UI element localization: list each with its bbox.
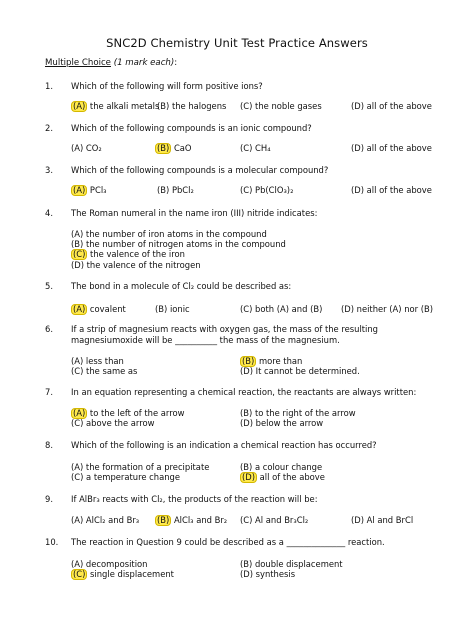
option-d xyxy=(240,569,295,579)
option-letter: (C) xyxy=(71,366,84,376)
option-c xyxy=(240,143,271,153)
answer-highlight: (C) xyxy=(73,249,86,259)
option-d xyxy=(240,366,360,376)
option-text: both (A) and (B) xyxy=(252,304,323,314)
option-c xyxy=(240,101,322,111)
answer-highlight: (B) xyxy=(242,356,255,366)
option-d xyxy=(71,260,201,270)
option-text: neither (A) nor (B) xyxy=(353,304,434,314)
answer-highlight: (B) xyxy=(157,515,170,525)
option-b xyxy=(240,408,356,418)
option-text: PbCl₂ xyxy=(169,185,194,195)
option-text: to the right of the arrow xyxy=(252,408,356,418)
option-letter: (D) xyxy=(341,304,354,314)
option-letter: (C) xyxy=(240,515,253,525)
option-d xyxy=(351,143,432,153)
question-text: The bond in a molecule of Cl₂ could be described as: xyxy=(71,281,292,291)
option-text: the noble gases xyxy=(252,101,322,111)
option-letter: (D) xyxy=(351,101,364,111)
option-a xyxy=(71,515,139,525)
option-letter: (A) xyxy=(71,229,84,239)
option-letter: (A) xyxy=(71,143,84,153)
option-a xyxy=(71,559,147,569)
question-text: In an equation representing a chemical reaction, the reactants are always written: xyxy=(71,387,417,397)
question-number: 10. xyxy=(45,537,59,547)
option-c xyxy=(71,418,154,428)
option-letter: (B) xyxy=(240,408,253,418)
option-a xyxy=(71,304,126,315)
option-text: to the left of the arrow xyxy=(87,408,185,418)
answer-highlight: (D) xyxy=(242,472,255,482)
option-d xyxy=(351,185,432,195)
option-letter: (D) xyxy=(351,185,364,195)
option-text: all of the above xyxy=(363,101,432,111)
option-b xyxy=(155,304,190,314)
option-text: above the arrow xyxy=(83,418,155,428)
option-c xyxy=(71,569,174,580)
answer-highlight: (C) xyxy=(73,569,86,579)
option-letter: (D) xyxy=(71,260,84,270)
option-letter: (C) xyxy=(71,472,84,482)
option-text: the valence of the iron xyxy=(87,249,185,259)
option-text: CaO xyxy=(171,143,192,153)
answer-highlight: (A) xyxy=(73,185,86,195)
section-colon: : xyxy=(174,58,178,68)
option-d xyxy=(240,418,323,428)
option-text: all of the above xyxy=(363,143,432,153)
question-number: 4. xyxy=(45,208,53,218)
question-number: 3. xyxy=(45,165,53,175)
option-letter: (B) xyxy=(157,101,170,111)
answer-highlight: (A) xyxy=(73,101,86,111)
option-text: AlCl₃ and Br₂ xyxy=(171,515,228,525)
answer-highlight: (A) xyxy=(73,304,86,314)
option-letter: (B) xyxy=(71,239,84,249)
question-text: The Roman numeral in the name iron (III) nitride indicates: xyxy=(71,208,318,218)
option-text: all of the above xyxy=(363,185,432,195)
option-d xyxy=(351,101,432,111)
option-a xyxy=(71,185,107,196)
option-text: more than xyxy=(256,356,303,366)
option-text: covalent xyxy=(87,304,126,314)
option-letter: (D) xyxy=(240,569,253,579)
option-text: PCl₃ xyxy=(87,185,107,195)
option-a xyxy=(71,229,267,239)
option-letter: (A) xyxy=(71,356,84,366)
option-letter: (A) xyxy=(71,515,84,525)
option-letter: (D) xyxy=(351,143,364,153)
option-text: Al and Br₃Cl₂ xyxy=(252,515,309,525)
option-text: less than xyxy=(83,356,124,366)
answer-highlight: (B) xyxy=(157,143,170,153)
option-letter: (C) xyxy=(71,418,84,428)
option-text: the number of nitrogen atoms in the compound xyxy=(83,239,286,249)
option-text: Al and BrCl xyxy=(363,515,414,525)
question-text: If a strip of magnesium reacts with oxygen gas, the mass of the resulting magnesiumoxide will be __________ the mass of the magnesium. xyxy=(71,324,379,345)
option-c xyxy=(71,366,137,376)
option-c xyxy=(71,249,185,260)
option-text: the halogens xyxy=(169,101,227,111)
option-text: It cannot be determined. xyxy=(252,366,360,376)
option-text: decomposition xyxy=(83,559,148,569)
option-letter: (C) xyxy=(240,101,253,111)
option-text: a temperature change xyxy=(83,472,180,482)
option-text: all of the above xyxy=(256,472,325,482)
option-text: the alkali metals xyxy=(87,101,160,111)
option-c xyxy=(240,185,293,195)
section-heading xyxy=(45,58,177,68)
question-text: The reaction in Question 9 could be described as a ______________ reaction. xyxy=(71,537,385,547)
option-a xyxy=(71,462,209,472)
option-d xyxy=(351,515,413,525)
option-text: AlCl₂ and Br₃ xyxy=(83,515,140,525)
question-text: Which of the following is an indication a chemical reaction has occurred? xyxy=(71,440,377,450)
option-c xyxy=(240,515,308,525)
question-number: 5. xyxy=(45,281,53,291)
option-letter: (D) xyxy=(351,515,364,525)
option-letter: (C) xyxy=(240,143,253,153)
section-label: Multiple Choice xyxy=(45,58,111,68)
option-letter: (B) xyxy=(157,185,170,195)
option-c xyxy=(240,304,322,314)
option-text: CO₂ xyxy=(83,143,102,153)
question-text: Which of the following compounds is a molecular compound? xyxy=(71,165,329,175)
option-c xyxy=(71,472,180,482)
option-a xyxy=(71,143,102,153)
option-b xyxy=(157,185,194,195)
question-text: Which of the following will form positive ions? xyxy=(71,81,263,91)
option-b xyxy=(157,101,226,111)
question-text: If AlBr₃ reacts with Cl₂, the products of the reaction will be: xyxy=(71,494,318,504)
option-text: the same as xyxy=(83,366,138,376)
question-number: 7. xyxy=(45,387,53,397)
option-text: synthesis xyxy=(252,569,296,579)
page-title: SNC2D Chemistry Unit Test Practice Answers xyxy=(106,36,368,50)
option-letter: (B) xyxy=(240,462,253,472)
option-text: double displacement xyxy=(252,559,343,569)
option-letter: (B) xyxy=(155,304,168,314)
option-b xyxy=(240,559,343,569)
option-text: a colour change xyxy=(252,462,323,472)
option-text: Pb(ClO₃)₂ xyxy=(252,185,294,195)
option-text: the formation of a precipitate xyxy=(83,462,210,472)
option-b xyxy=(155,515,227,526)
option-letter: (A) xyxy=(71,559,84,569)
question-number: 1. xyxy=(45,81,53,91)
section-note: (1 mark each) xyxy=(113,58,175,68)
option-d xyxy=(240,472,325,483)
question-number: 8. xyxy=(45,440,53,450)
question-number: 9. xyxy=(45,494,53,504)
question-text: Which of the following compounds is an ionic compound? xyxy=(71,123,312,133)
option-text: below the arrow xyxy=(252,418,324,428)
option-letter: (C) xyxy=(240,304,253,314)
option-letter: (D) xyxy=(240,366,253,376)
option-b xyxy=(155,143,192,154)
option-b xyxy=(240,462,322,472)
option-d xyxy=(341,304,433,314)
question-number: 2. xyxy=(45,123,53,133)
option-a xyxy=(71,101,159,112)
question-number: 6. xyxy=(45,324,53,334)
option-letter: (B) xyxy=(240,559,253,569)
option-text: the number of iron atoms in the compound xyxy=(83,229,267,239)
option-b xyxy=(71,239,286,249)
option-letter: (A) xyxy=(71,462,84,472)
option-a xyxy=(71,356,124,366)
option-text: ionic xyxy=(167,304,190,314)
option-letter: (C) xyxy=(240,185,253,195)
option-text: single displacement xyxy=(87,569,174,579)
option-text: the valence of the nitrogen xyxy=(83,260,201,270)
option-text: CH₄ xyxy=(252,143,271,153)
answer-highlight: (A) xyxy=(73,408,86,418)
option-letter: (D) xyxy=(240,418,253,428)
